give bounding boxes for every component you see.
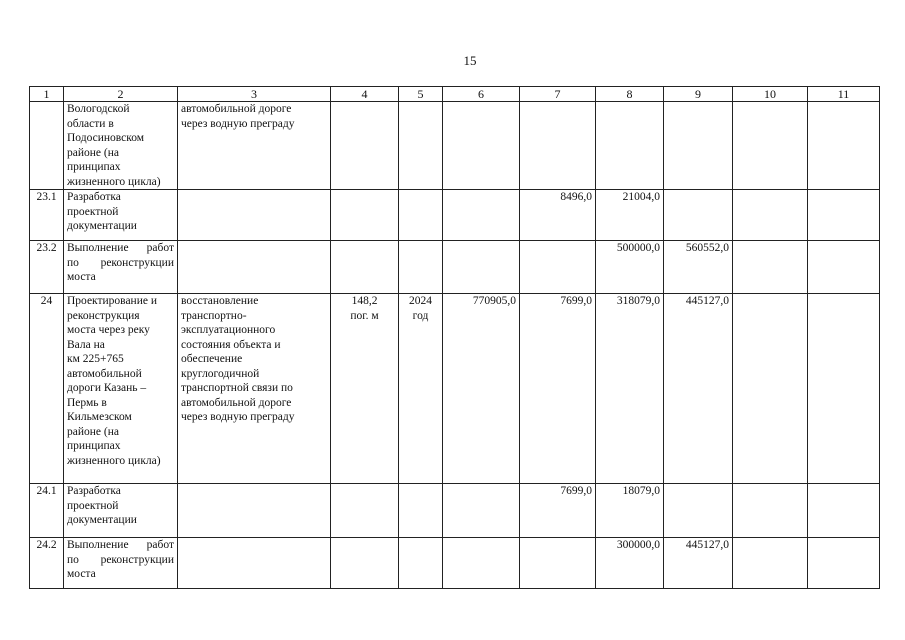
text-line: районе (на — [67, 425, 119, 438]
text-word: работ — [146, 539, 174, 551]
col10-value-cell — [733, 294, 808, 484]
estimated-cost-cell — [443, 241, 520, 294]
table-body — [30, 102, 880, 589]
col7-value-cell: 7699,0 — [520, 294, 596, 484]
object-name-cell — [64, 294, 178, 484]
column-header-5: 5 — [399, 87, 443, 102]
projects-table — [29, 86, 880, 589]
table-row — [30, 190, 880, 241]
col7-value-cell — [520, 538, 596, 589]
object-name-cell — [64, 241, 178, 294]
text-line: восстановление — [181, 295, 259, 307]
text-line: через водную преграду — [181, 117, 295, 130]
text-line: жизненного цикла) — [67, 175, 161, 188]
text-line: год — [412, 309, 429, 322]
text-line: принципах — [67, 440, 121, 452]
page-number: 15 — [463, 53, 477, 68]
row-number-cell: 23.2 — [30, 241, 64, 294]
col11-value-cell — [808, 102, 880, 190]
column-header-2: 2 — [64, 87, 178, 102]
col9-value-cell — [664, 102, 733, 190]
estimated-cost-cell — [443, 538, 520, 589]
text-word: Выполнение — [67, 539, 129, 551]
text-word: реконструкции — [100, 553, 174, 566]
table-row — [30, 102, 880, 190]
text-line: транспортно- — [181, 309, 247, 322]
text-line: дороги Казань – — [67, 382, 147, 394]
column-header-11: 11 — [808, 87, 880, 102]
completion-year-cell — [399, 190, 443, 241]
estimated-cost-cell — [443, 102, 520, 190]
col11-value-cell — [808, 484, 880, 538]
text-line — [67, 241, 174, 256]
text-line: документации — [67, 220, 137, 232]
col7-value-cell: 8496,0 — [520, 190, 596, 241]
purpose-cell — [178, 484, 331, 538]
text-line: обеспечение — [181, 353, 243, 365]
completion-year-cell — [399, 294, 443, 484]
text-line: автомобильной дороге — [181, 396, 292, 409]
text-word: работ — [146, 242, 174, 254]
col10-value-cell — [733, 102, 808, 190]
object-name-cell — [64, 538, 178, 589]
capacity-cell — [331, 294, 399, 484]
text-line — [67, 256, 174, 271]
estimated-cost-cell — [443, 484, 520, 538]
column-header-8: 8 — [596, 87, 664, 102]
text-line: жизненного цикла) — [67, 454, 161, 467]
object-name-cell — [64, 484, 178, 538]
col11-value-cell — [808, 294, 880, 484]
col7-value-cell — [520, 241, 596, 294]
text-line: пог. м — [350, 309, 379, 322]
purpose-cell — [178, 294, 331, 484]
text-word: реконструкции — [100, 256, 174, 269]
row-number-cell: 24 — [30, 294, 64, 484]
table-row — [30, 294, 880, 484]
capacity-cell — [331, 190, 399, 241]
text-line: км 225+765 — [67, 353, 124, 365]
text-line: документации — [67, 514, 137, 526]
text-line: круглогодичной — [181, 367, 260, 380]
col9-value-cell: 445127,0 — [664, 538, 733, 589]
col9-value-cell — [664, 484, 733, 538]
text-line: автомобильной — [67, 367, 142, 380]
col8-value-cell: 500000,0 — [596, 241, 664, 294]
col8-value-cell: 300000,0 — [596, 538, 664, 589]
text-word: по — [67, 256, 79, 269]
column-header-4: 4 — [331, 87, 399, 102]
col8-value-cell: 318079,0 — [596, 294, 664, 484]
text-line: 2024 — [409, 295, 432, 307]
text-line: автомобильной дороге — [181, 103, 292, 115]
col8-value-cell: 18079,0 — [596, 484, 664, 538]
object-name-cell — [64, 102, 178, 190]
text-line: моста — [67, 271, 96, 283]
completion-year-cell — [399, 102, 443, 190]
column-header-3: 3 — [178, 87, 331, 102]
text-line: моста — [67, 568, 96, 580]
text-line: принципах — [67, 161, 121, 173]
completion-year-cell — [399, 484, 443, 538]
text-line: реконструкция — [67, 309, 140, 322]
column-header-7: 7 — [520, 87, 596, 102]
text-line — [67, 538, 174, 553]
col11-value-cell — [808, 190, 880, 241]
purpose-cell — [178, 102, 331, 190]
text-line: 148,2 — [351, 295, 378, 307]
text-line: Проектирование и — [67, 295, 157, 307]
col10-value-cell — [733, 190, 808, 241]
text-line: проектной — [67, 499, 119, 512]
column-header-1: 1 — [30, 87, 64, 102]
text-line: области в — [67, 117, 114, 130]
text-line: Вала на — [67, 338, 105, 351]
col9-value-cell — [664, 190, 733, 241]
capacity-cell — [331, 484, 399, 538]
column-header-9: 9 — [664, 87, 733, 102]
object-name-cell — [64, 190, 178, 241]
text-line: Разработка — [67, 485, 121, 497]
text-word: Выполнение — [67, 242, 129, 254]
text-line: Разработка — [67, 191, 121, 203]
purpose-cell — [178, 241, 331, 294]
col11-value-cell — [808, 241, 880, 294]
col7-value-cell: 7699,0 — [520, 484, 596, 538]
estimated-cost-cell — [443, 190, 520, 241]
col9-value-cell: 560552,0 — [664, 241, 733, 294]
text-line: эксплуатационного — [181, 324, 276, 336]
estimated-cost-cell: 770905,0 — [443, 294, 520, 484]
text-line: Кильмезском — [67, 411, 132, 423]
col8-value-cell — [596, 102, 664, 190]
capacity-cell — [331, 241, 399, 294]
completion-year-cell — [399, 538, 443, 589]
row-number-cell — [30, 102, 64, 190]
completion-year-cell — [399, 241, 443, 294]
purpose-cell — [178, 538, 331, 589]
col7-value-cell — [520, 102, 596, 190]
column-number-row — [30, 87, 880, 102]
table-row — [30, 241, 880, 294]
col10-value-cell — [733, 241, 808, 294]
row-number-cell: 23.1 — [30, 190, 64, 241]
text-line: районе (на — [67, 146, 119, 159]
text-line: проектной — [67, 205, 119, 218]
text-line: через водную преграду — [181, 411, 295, 423]
text-line — [67, 553, 174, 568]
col10-value-cell — [733, 484, 808, 538]
text-line: Вологодской — [67, 103, 130, 115]
col10-value-cell — [733, 538, 808, 589]
purpose-cell — [178, 190, 331, 241]
row-number-cell: 24.1 — [30, 484, 64, 538]
text-line: Пермь в — [67, 396, 107, 409]
capacity-cell — [331, 538, 399, 589]
column-header-10: 10 — [733, 87, 808, 102]
column-header-6: 6 — [443, 87, 520, 102]
col9-value-cell: 445127,0 — [664, 294, 733, 484]
text-line: состояния объекта и — [181, 338, 281, 351]
table-row — [30, 538, 880, 589]
text-line: Подосиновском — [67, 132, 145, 144]
capacity-cell — [331, 102, 399, 190]
text-word: по — [67, 553, 79, 566]
col11-value-cell — [808, 538, 880, 589]
text-line: транспортной связи по — [181, 382, 293, 394]
text-line: моста через реку — [67, 324, 150, 336]
row-number-cell: 24.2 — [30, 538, 64, 589]
table-row — [30, 484, 880, 538]
col8-value-cell: 21004,0 — [596, 190, 664, 241]
